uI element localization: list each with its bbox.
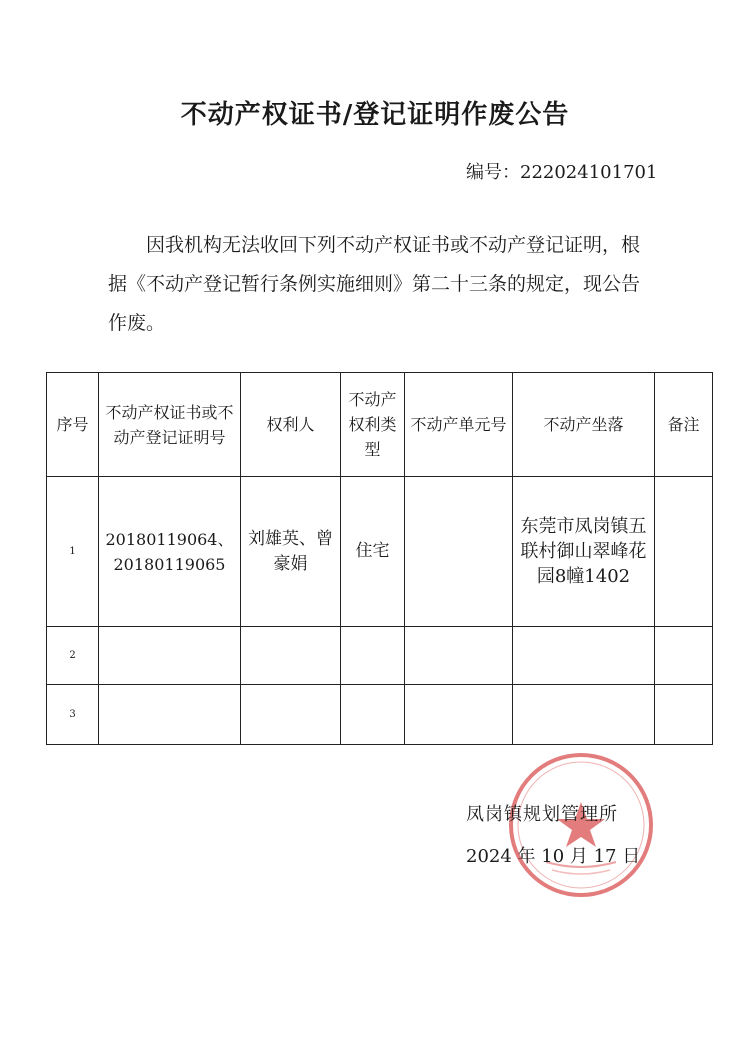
cell-unit-no xyxy=(405,477,513,627)
header-cert-no: 不动产权证书或不动产登记证明号 xyxy=(99,373,241,477)
cell-cert-no xyxy=(99,685,241,745)
cell-location xyxy=(513,627,655,685)
cell-right-type: 住宅 xyxy=(341,477,405,627)
table-row xyxy=(47,627,713,685)
cell-cert-no xyxy=(99,627,241,685)
document-title: 不动产权证书/登记证明作废公告 xyxy=(180,100,570,130)
cell-right-type xyxy=(341,627,405,685)
revocation-table xyxy=(46,372,713,745)
cell-holder: 刘雄英、曾豪娟 xyxy=(241,477,341,627)
cell-holder xyxy=(241,685,341,745)
header-remark: 备注 xyxy=(655,373,713,477)
notice-body: 因我机构无法收回下列不动产权证书或不动产登记证明，根据《不动产登记暂行条例实施细则》第二十三条的规定，现公告作废。 xyxy=(108,234,641,334)
table-row xyxy=(47,477,713,627)
cell-remark xyxy=(655,477,713,627)
document-number: 编号：222024101701 xyxy=(466,162,658,183)
header-location: 不动产坐落 xyxy=(513,373,655,477)
cell-seq: 1 xyxy=(47,477,99,627)
header-right-type: 不动产权利类型 xyxy=(341,373,405,477)
cell-seq: 2 xyxy=(47,627,99,685)
header-unit-no: 不动产单元号 xyxy=(405,373,513,477)
cell-unit-no xyxy=(405,627,513,685)
issue-date: 2024 年 10 月 17 日 xyxy=(466,846,641,867)
cell-location: 东莞市凤岗镇五联村御山翠峰花园8幢1402 xyxy=(513,477,655,627)
cell-remark xyxy=(655,685,713,745)
cell-unit-no xyxy=(405,685,513,745)
cell-cert-no: 20180119064、20180119065 xyxy=(99,477,241,627)
header-seq: 序号 xyxy=(47,373,99,477)
header-holder: 权利人 xyxy=(241,373,341,477)
cell-right-type xyxy=(341,685,405,745)
cell-remark xyxy=(655,627,713,685)
table-row xyxy=(47,685,713,745)
cell-holder xyxy=(241,627,341,685)
issuing-organization: 凤岗镇规划管理所 xyxy=(466,804,618,825)
cell-seq: 3 xyxy=(47,685,99,745)
cell-location xyxy=(513,685,655,745)
table-header-row xyxy=(47,373,713,477)
